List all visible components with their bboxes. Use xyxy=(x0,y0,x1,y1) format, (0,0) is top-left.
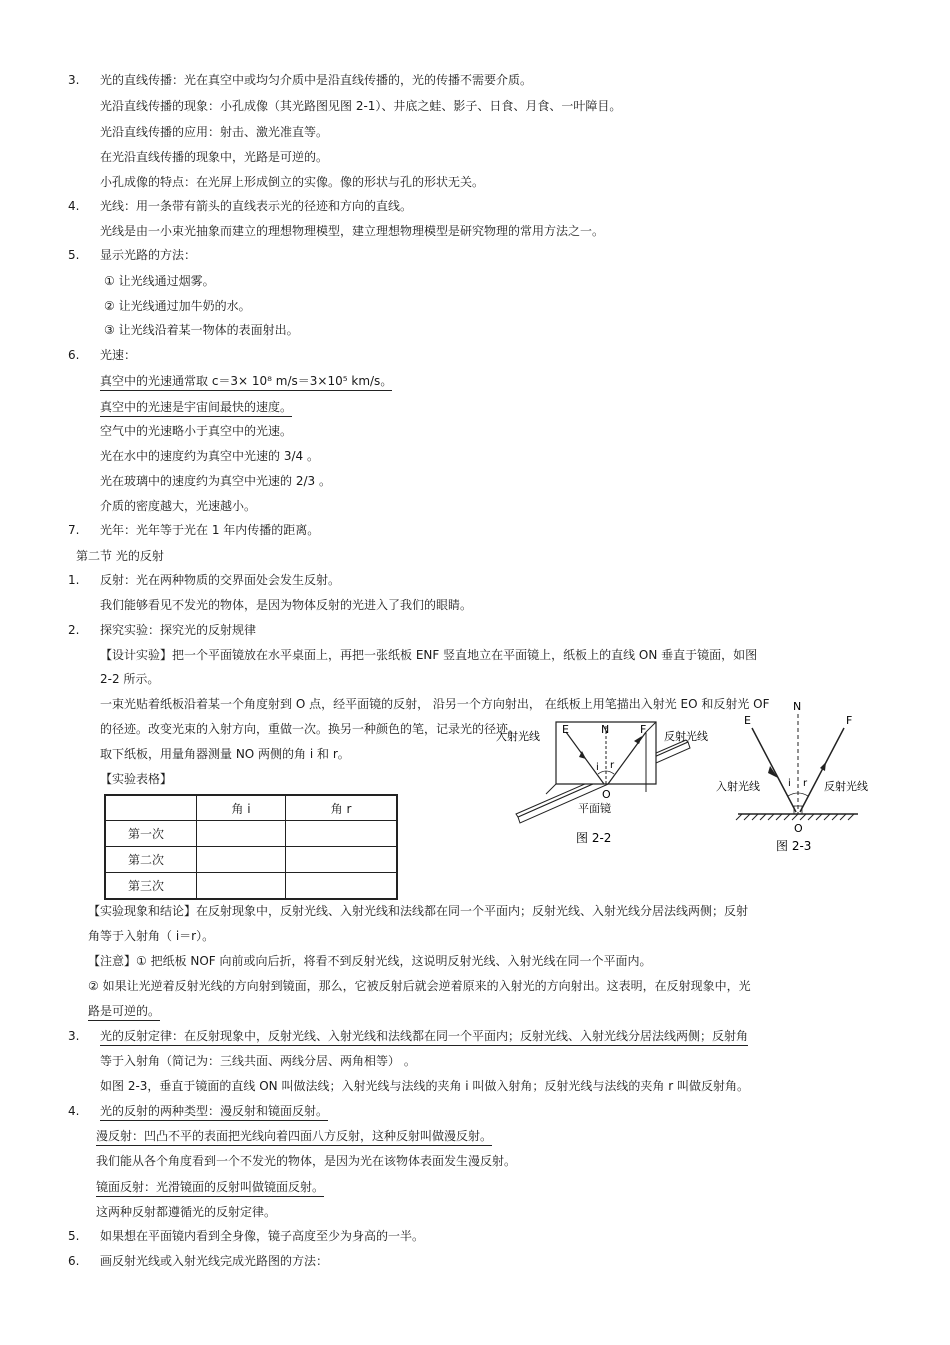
figure-2-2-diagram xyxy=(488,712,708,852)
item-number: 3. xyxy=(68,1029,80,1043)
arrow-icon xyxy=(820,762,826,771)
table-title: 【实验表格】 xyxy=(100,772,173,786)
label-E: E xyxy=(744,714,751,727)
experiment-table xyxy=(104,794,398,900)
reflected-ray xyxy=(800,728,844,812)
table-header-cell xyxy=(105,795,197,821)
text-line: 光年：光年等于光在 1 年内传播的距离。 xyxy=(100,523,320,537)
list-item: ② 让光线通过加牛奶的水。 xyxy=(104,299,251,313)
label-r: r xyxy=(610,760,615,771)
item-number: 1. xyxy=(68,573,80,587)
incident-ray xyxy=(752,728,796,812)
text-line: 光线：用一条带有箭头的直线表示光的径迹和方向的直线。 xyxy=(100,199,413,213)
item-number: 2. xyxy=(68,623,80,637)
label-O: O xyxy=(602,788,611,801)
text-line: 的径迹。改变光束的入射方向，重做一次。换另一种颜色的笔，记录光的径迹。 xyxy=(100,722,521,736)
text-line: 探究实验：探究光的反射规律 xyxy=(100,623,257,637)
label-N: N xyxy=(793,700,802,713)
text-line: 光沿直线传播的现象：小孔成像（其光路图见图 2-1）、井底之蛙、影子、日食、月食、一叶障目。 xyxy=(100,99,622,113)
item-number: 3. xyxy=(68,73,80,87)
text-line: 光在水中的速度约为真空中光速的 3/4 。 xyxy=(100,449,319,463)
item-number: 5. xyxy=(68,248,80,262)
mirror-hatching xyxy=(736,814,854,820)
text-line: 光速： xyxy=(100,348,137,362)
text-line: 这两种反射都遵循光的反射定律。 xyxy=(96,1205,277,1219)
item-number: 6. xyxy=(68,348,80,362)
table-cell xyxy=(197,847,286,873)
table-cell xyxy=(286,873,398,900)
text-line: 画反射光线或入射光线完成光路图的方法： xyxy=(100,1254,329,1268)
text-line: 真空中的光速是宇宙间最快的速度。 xyxy=(100,399,292,417)
text-line: 等于入射角（简记为：三线共面、两线分居、两角相等） 。 xyxy=(100,1054,416,1068)
table-cell xyxy=(197,821,286,847)
text-line: 镜面反射：光滑镜面的反射叫做镜面反射。 xyxy=(96,1179,324,1197)
text-line: 【注意】① 把纸板 NOF 向前或向后折，将看不到反射光线，这说明反射光线、入射光线在同一个平面内。 xyxy=(88,954,652,968)
label-r: r xyxy=(803,778,808,789)
text-line: 角等于入射角（ i＝r）。 xyxy=(88,929,215,943)
text-line: 小孔成像的特点：在光屏上形成倒立的实像。像的形状与孔的形状无关。 xyxy=(100,175,485,189)
table-row-label: 第二次 xyxy=(105,847,197,873)
figure-caption: 图 2-3 xyxy=(776,839,812,853)
text-line: 如图 2-3，垂直于镜面的直线 ON 叫做法线；入射光线与法线的夹角 i 叫做入射角；反射光线与法线的夹角 r 叫做反射角。 xyxy=(100,1079,749,1093)
table-cell xyxy=(286,847,398,873)
text-line: 光线是由一小束光抽象而建立的理想物理模型，建立理想物理模型是研究物理的常用方法之一。 xyxy=(100,224,605,238)
text-line: 一束光贴着纸板沿着某一个角度射到 O 点，经平面镜的反射， 沿另一个方向射出， 在纸板上用笔描出入射光 EO 和反射光 OF xyxy=(100,697,770,711)
item-number: 6. xyxy=(68,1254,80,1268)
label-E: E xyxy=(562,723,569,736)
table-cell xyxy=(197,873,286,900)
text-line: 反射：光在两种物质的交界面处会发生反射。 xyxy=(100,573,341,587)
text-line: 光的反射的两种类型：漫反射和镜面反射。 xyxy=(100,1103,328,1121)
incident-label: 入射光线 xyxy=(496,730,540,743)
item-number: 4. xyxy=(68,199,80,213)
text-line: 显示光路的方法： xyxy=(100,248,197,262)
label-N: N xyxy=(601,723,610,736)
label-O: O xyxy=(794,822,803,835)
text-line: 光的反射定律：在反射现象中，反射光线、入射光线和法线都在同一个平面内；反射光线、入射光线分居法线两侧；反射角 xyxy=(100,1028,748,1046)
item-number: 5. xyxy=(68,1229,80,1243)
text-line: 介质的密度越大，光速越小。 xyxy=(100,499,257,513)
label-F: F xyxy=(846,714,853,727)
table-cell xyxy=(286,821,398,847)
label-i: i xyxy=(596,762,599,773)
text-line: 光沿直线传播的应用：射击、激光准直等。 xyxy=(100,125,329,139)
text-line: 空气中的光速略小于真空中的光速。 xyxy=(100,424,293,438)
list-item: ③ 让光线沿着某一物体的表面射出。 xyxy=(104,323,299,337)
item-number: 4. xyxy=(68,1104,80,1118)
reflected-label: 反射光线 xyxy=(824,780,868,793)
board-edge xyxy=(546,784,556,794)
text-line: 【实验现象和结论】在反射现象中，反射光线、入射光线和法线都在同一个平面内；反射光线、入射光线分居法线两侧；反射 xyxy=(88,904,749,918)
text-line: 路是可逆的。 xyxy=(88,1003,160,1021)
text-line: 如果想在平面镜内看到全身像，镜子高度至少为身高的一半。 xyxy=(100,1229,425,1243)
section-heading: 第二节 光的反射 xyxy=(76,549,164,563)
text-line: 光的直线传播：光在真空中或均匀介质中是沿直线传播的，光的传播不需要介质。 xyxy=(100,73,533,87)
figure-caption: 图 2-2 xyxy=(576,831,612,845)
incident-label: 入射光线 xyxy=(716,780,760,793)
table-row-label: 第三次 xyxy=(105,873,197,900)
text-line: 真空中的光速通常取 c＝3× 10⁸ m/s＝3×10⁵ km/s。 xyxy=(100,373,392,391)
table-header-cell: 角 i xyxy=(197,795,286,821)
text-line: 2-2 所示。 xyxy=(100,672,160,686)
mirror-label: 平面镜 xyxy=(578,802,611,815)
table-row-label: 第一次 xyxy=(105,821,197,847)
text-line: 我们能够看见不发光的物体，是因为物体反射的光进入了我们的眼睛。 xyxy=(100,598,473,612)
text-line: 在光沿直线传播的现象中，光路是可逆的。 xyxy=(100,150,329,164)
text-line: 取下纸板，用量角器测量 NO 两侧的角 i 和 r。 xyxy=(100,747,350,761)
label-i: i xyxy=(788,778,791,789)
text-line: 我们能从各个角度看到一个不发光的物体，是因为光在该物体表面发生漫反射。 xyxy=(96,1154,517,1168)
label-F: F xyxy=(640,723,647,736)
reflected-label: 反射光线 xyxy=(664,730,708,743)
figure-2-3-diagram xyxy=(708,696,888,856)
text-line: 光在玻璃中的速度约为真空中光速的 2/3 。 xyxy=(100,474,331,488)
table-header-cell: 角 r xyxy=(286,795,398,821)
list-item: ① 让光线通过烟雾。 xyxy=(104,274,215,288)
item-number: 7. xyxy=(68,523,80,537)
text-line: ② 如果让光逆着反射光线的方向射到镜面，那么，它被反射后就会逆着原来的入射光的方向射出。这表明，在反射现象中，光 xyxy=(88,979,751,993)
text-line: 漫反射：凹凸不平的表面把光线向着四面八方反射，这种反射叫做漫反射。 xyxy=(96,1128,492,1146)
text-line: 【设计实验】把一个平面镜放在水平桌面上，再把一张纸板 ENF 竖直地立在平面镜上，纸板上的直线 ON 垂直于镜面，如图 xyxy=(100,648,758,662)
